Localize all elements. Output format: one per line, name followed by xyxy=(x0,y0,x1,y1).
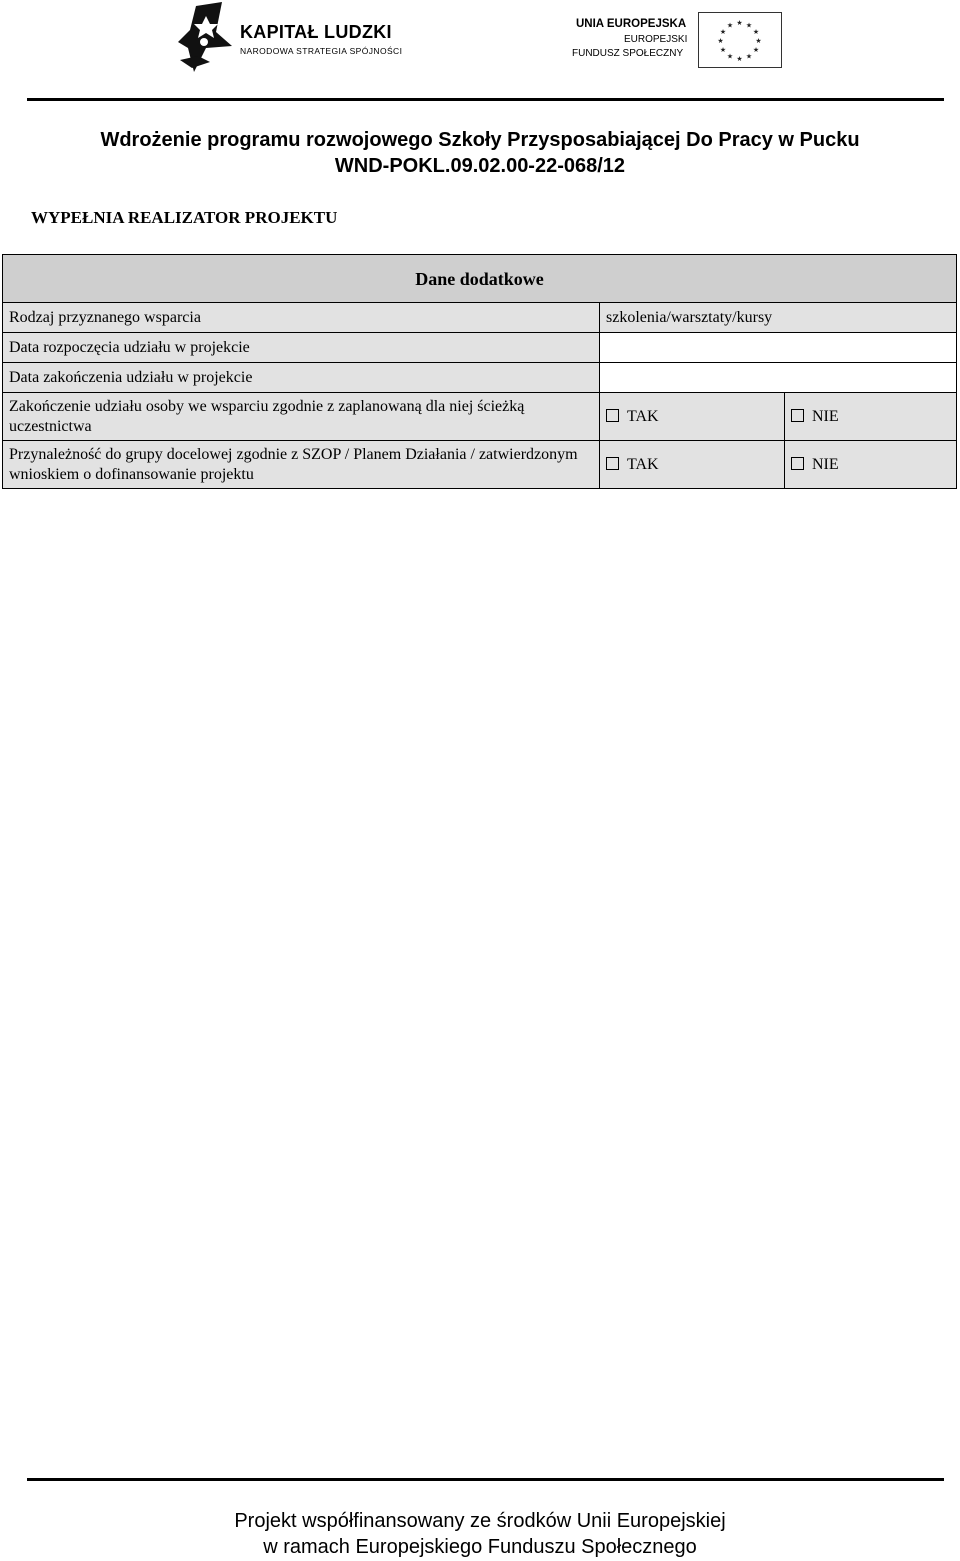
checkbox-icon[interactable] xyxy=(606,457,619,470)
table-row xyxy=(3,333,957,363)
eu-logo xyxy=(570,10,786,72)
eu-logo-line1: UNIA EUROPEJSKA xyxy=(576,18,687,30)
eu-logo-line2: EUROPEJSKI xyxy=(624,34,688,45)
end-date-field[interactable] xyxy=(600,363,957,393)
table-row xyxy=(3,441,957,489)
header-rule xyxy=(27,98,944,101)
footer-line2: w ramach Europejskiego Funduszu Społecznego xyxy=(263,1536,697,1558)
logo-subtitle: NARODOWA STRATEGIA SPÓJNOŚCI xyxy=(240,46,403,56)
svg-text:★: ★ xyxy=(736,55,743,63)
svg-text:★: ★ xyxy=(717,37,724,45)
support-type-value[interactable]: szkolenia/warsztaty/kursy xyxy=(600,303,957,333)
table-row xyxy=(3,363,957,393)
footer-rule xyxy=(27,1478,944,1481)
completion-yes-option[interactable] xyxy=(600,393,785,441)
document-number: WND-POKL.09.02.00-22-068/12 xyxy=(334,155,626,177)
row-label: Data zakończenia udziału w projekcie xyxy=(3,363,600,393)
svg-text:★: ★ xyxy=(726,52,734,61)
svg-text:★: ★ xyxy=(752,28,760,36)
svg-text:★: ★ xyxy=(752,46,760,54)
svg-text:★: ★ xyxy=(745,52,753,61)
svg-text:★: ★ xyxy=(726,21,734,30)
option-label: NIE xyxy=(812,455,839,473)
checkbox-icon[interactable] xyxy=(791,409,804,422)
completion-no-option[interactable] xyxy=(785,393,957,441)
logo-title: KAPITAŁ LUDZKI xyxy=(240,22,392,42)
document-title: Wdrożenie programu rozwojowego Szkoły Przysposabiającej Do Pracy w Pucku xyxy=(100,129,860,151)
option-label: TAK xyxy=(627,407,659,425)
checkbox-icon[interactable] xyxy=(791,457,804,470)
row-label: Rodzaj przyznanego wsparcia xyxy=(3,303,600,333)
row-label: Data rozpoczęcia udziału w projekcie xyxy=(3,333,600,363)
section-label: WYPEŁNIA REALIZATOR PROJEKTU xyxy=(31,208,338,227)
svg-text:★: ★ xyxy=(719,28,727,36)
row-label: Przynależność do grupy docelowej zgodnie z SZOP / Planem Działania / zatwierdzonym wnioskiem o dofinansowanie projektu xyxy=(3,441,600,489)
svg-text:★: ★ xyxy=(719,46,727,54)
table-row xyxy=(3,303,957,333)
option-label: NIE xyxy=(812,407,839,425)
kapital-ludzki-logo xyxy=(176,2,406,76)
svg-text:★: ★ xyxy=(736,19,743,27)
footer-line1: Projekt współfinansowany ze środków Unii Europejskiej xyxy=(234,1510,726,1532)
additional-data-table xyxy=(2,254,957,489)
option-label: TAK xyxy=(627,455,659,473)
target-group-no-option[interactable] xyxy=(785,441,957,489)
target-group-yes-option[interactable] xyxy=(600,441,785,489)
table-heading: Dane dodatkowe xyxy=(3,255,957,303)
eu-flag-icon xyxy=(698,12,782,68)
kapital-ludzki-emblem-icon xyxy=(176,2,236,74)
table-header-row xyxy=(3,255,957,303)
start-date-field[interactable] xyxy=(600,333,957,363)
row-label: Zakończenie udziału osoby we wsparciu zgodnie z zaplanowaną dla niej ścieżką uczestnictwa xyxy=(3,393,600,441)
checkbox-icon[interactable] xyxy=(606,409,619,422)
table-row xyxy=(3,393,957,441)
eu-logo-line3: FUNDUSZ SPOŁECZNY xyxy=(572,48,684,59)
svg-text:★: ★ xyxy=(755,37,762,45)
svg-text:★: ★ xyxy=(745,21,753,30)
